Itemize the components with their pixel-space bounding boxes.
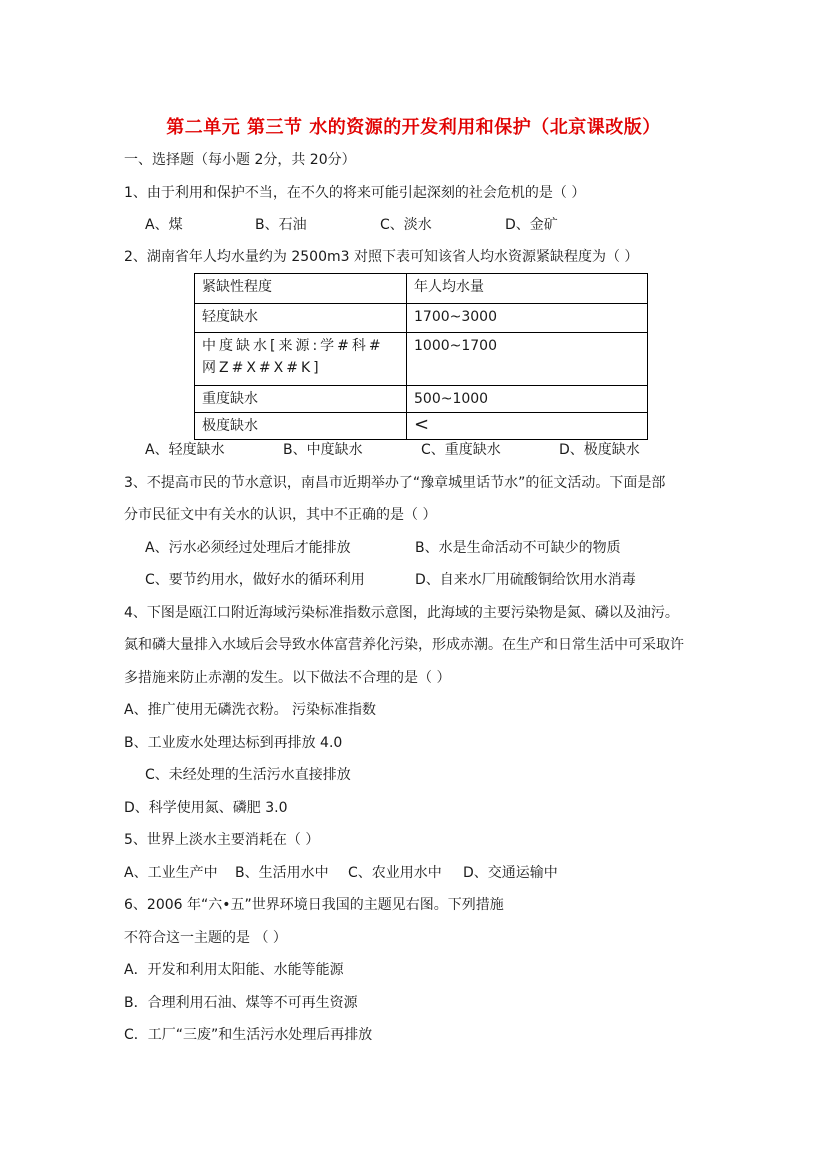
question-1-option-c: C、淡水: [380, 217, 432, 233]
table-cell: <: [407, 413, 648, 440]
question-6-stem-line-1: 6、2006 年“六•五”世界环境日我国的主题见右图。下列措施: [124, 897, 504, 913]
question-6-option-b: B．合理利用石油、煤等不可再生资源: [124, 995, 358, 1011]
question-2-option-a: A、轻度缺水: [145, 442, 225, 458]
question-3-option-b: B、水是生命活动不可缺少的物质: [415, 540, 621, 556]
question-4-option-d: D、科学使用氮、磷肥 3.0: [124, 800, 288, 816]
table-cell: 1700~3000: [407, 304, 648, 333]
table-cell: 中度缺水[来源:学#科#网Z#X#X#K]: [195, 333, 407, 386]
table-cell: 500~1000: [407, 386, 648, 413]
question-3-options-row-1: [145, 538, 621, 558]
question-2-stem: 2、湖南省年人均水量约为 2500m3 对照下表可知该省人均水资源紧缺程度为（ ）: [124, 249, 639, 265]
section-heading: 一、选择题（每小题 2分，共 20分）: [124, 152, 356, 168]
water-scarcity-table: [194, 273, 648, 440]
document-title: 第二单元 第三节 水的资源的开发利用和保护（北京课改版）: [166, 117, 661, 138]
question-1-stem: 1、由于利用和保护不当，在不久的将来可能引起深刻的社会危机的是（ ）: [124, 185, 586, 201]
question-4-option-a: A、推广使用无磷洗衣粉。 污染标准指数: [124, 702, 377, 718]
table-cell: 重度缺水: [195, 386, 407, 413]
question-5-stem: 5、世界上淡水主要消耗在（ ）: [124, 832, 320, 848]
question-1-options: [145, 215, 558, 235]
question-3-option-c: C、要节约用水，做好水的循环利用: [145, 572, 365, 588]
question-6-option-c: C．工厂“三废”和生活污水处理后再排放: [124, 1027, 373, 1043]
question-4-stem-line-3: 多措施来防止赤潮的发生。以下做法不合理的是（ ）: [124, 670, 451, 686]
table-header-row: [195, 274, 648, 304]
table-row: [195, 386, 648, 413]
question-4-stem-line-2: 氮和磷大量排入水域后会导致水体富营养化污染，形成赤潮。在生产和日常生活中可采取许: [124, 637, 684, 653]
question-4-option-c: C、未经处理的生活污水直接排放: [145, 767, 351, 783]
question-2-options: [145, 440, 640, 460]
table-header-cell: 紧缺性程度: [195, 274, 407, 304]
question-5-option-a: A、工业生产中: [124, 865, 218, 881]
question-2-option-c: C、重度缺水: [421, 442, 501, 458]
question-5-options: [124, 863, 558, 883]
table-header-cell: 年人均水量: [407, 274, 648, 304]
question-4-stem-line-1: 4、下图是瓯江口附近海域污染标准指数示意图，此海域的主要污染物是氮、磷以及油污。: [124, 605, 679, 621]
table-row: [195, 413, 648, 440]
question-6-stem-line-2: 不符合这一主题的是 （ ）: [124, 930, 287, 946]
question-3-options-row-2: [145, 570, 636, 590]
table-cell: 极度缺水: [195, 413, 407, 440]
table-cell: 轻度缺水: [195, 304, 407, 333]
question-3-stem-line-1: 3、不提高市民的节水意识，南昌市近期举办了“豫章城里话节水”的征文活动。下面是部: [124, 475, 666, 491]
question-1-option-a: A、煤: [145, 217, 183, 233]
table-row: [195, 304, 648, 333]
question-2-option-b: B、中度缺水: [283, 442, 363, 458]
question-1-option-b: B、石油: [255, 217, 307, 233]
question-5-option-c: C、农业用水中: [348, 865, 442, 881]
question-1-option-d: D、金矿: [505, 217, 558, 233]
table-row: [195, 333, 648, 386]
question-3-stem-line-2: 分市民征文中有关水的认识，其中不正确的是（ ）: [124, 507, 437, 523]
table-cell: 1000~1700: [407, 333, 648, 386]
question-4-option-b: B、工业废水处理达标到再排放 4.0: [124, 735, 343, 751]
question-6-option-a: A．开发和利用太阳能、水能等能源: [124, 962, 344, 978]
question-5-option-b: B、生活用水中: [235, 865, 329, 881]
question-5-option-d: D、交通运输中: [463, 865, 558, 881]
question-3-option-d: D、自来水厂用硫酸铜给饮用水消毒: [415, 572, 636, 588]
question-3-option-a: A、污水必须经过处理后才能排放: [145, 540, 351, 556]
question-2-option-d: D、极度缺水: [559, 442, 640, 458]
